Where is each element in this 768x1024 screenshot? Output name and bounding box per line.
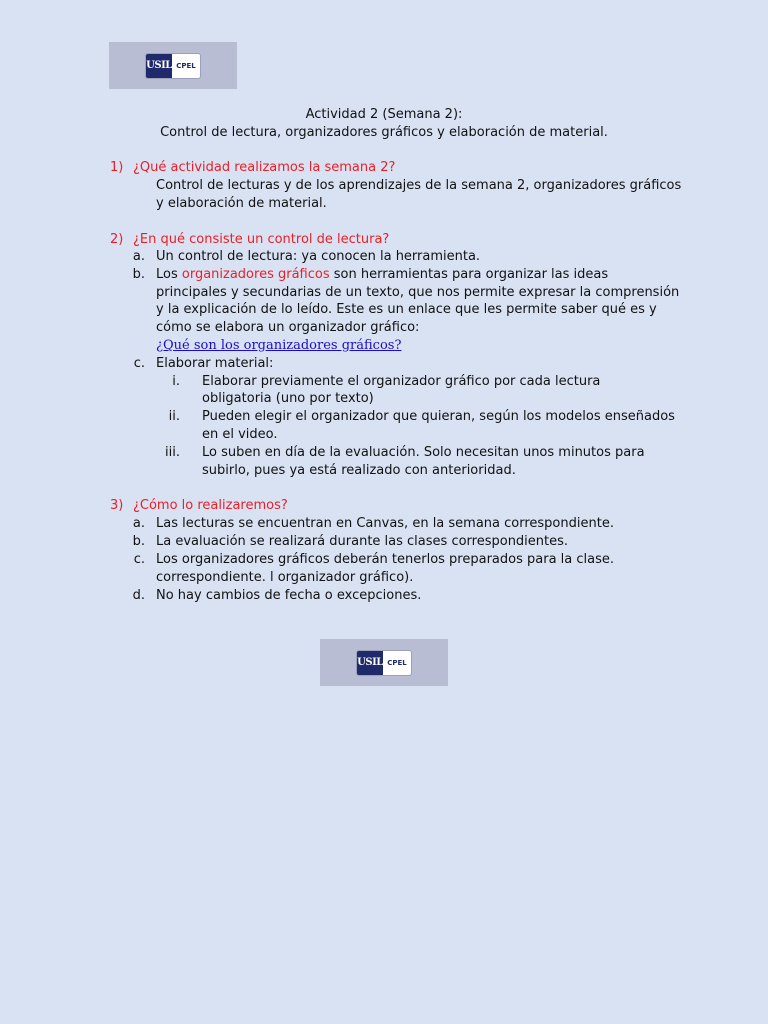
- q2-b-line1: [156, 266, 608, 284]
- q3-a-text: Las lecturas se encuentran en Canvas, en la semana correspondiente.: [156, 516, 614, 531]
- q2-number: 2): [110, 232, 124, 247]
- q2-c-i-line1: Elaborar previamente el organizador gráfico por cada lectura: [202, 374, 601, 389]
- q1-number: 1): [110, 160, 124, 175]
- q2-c-ii-line1: Pueden elegir el organizador que quieran, según los modelos enseñados: [202, 409, 675, 424]
- q3-b-text: La evaluación se realizará durante las clases correspondientes.: [156, 534, 569, 549]
- q3-number: 3): [110, 498, 124, 513]
- q1-answer-line2: y elaboración de material.: [156, 196, 327, 211]
- q1-question: ¿Qué actividad realizamos la semana 2?: [133, 160, 396, 175]
- q2-question: ¿En qué consiste un control de lectura?: [133, 232, 390, 247]
- q2-b-marker: b.: [132, 267, 145, 282]
- q2-c-iii-line1: Lo suben en día de la evaluación. Solo necesitan unos minutos para: [202, 445, 645, 460]
- q2-b-line3: y la explicación de lo leído. Este es un enlace que les permite saber qué es y: [156, 302, 657, 317]
- q3-d-text: No hay cambios de fecha o excepciones.: [156, 588, 422, 603]
- q2-b-pre: Los: [156, 267, 182, 282]
- q3-b-marker: b.: [132, 534, 145, 549]
- q2-c-text: Elaborar material:: [156, 356, 274, 371]
- q3-a-marker: a.: [132, 516, 145, 531]
- q2-c-marker: c.: [133, 356, 145, 371]
- q2-c-iii-line2: subirlo, pues ya está realizado con anterioridad.: [202, 463, 516, 478]
- organizadores-graficos-link[interactable]: ¿Qué son los organizadores gráficos?: [156, 338, 402, 353]
- q2-c-i-marker: i.: [172, 374, 180, 389]
- q3-c-line1: Los organizadores gráficos deberán tenerlos preparados para la clase.: [156, 552, 615, 567]
- usil-cpel-logo: [146, 54, 200, 78]
- q3-c-line2: correspondiente. l organizador gráfico).: [156, 570, 414, 585]
- usil-cpel-logo-footer: [357, 651, 411, 675]
- q2-b-highlight: organizadores gráficos: [181, 267, 330, 282]
- logo-text-footer: CPEL: [383, 651, 411, 675]
- q3-question: ¿Cómo lo realizaremos?: [133, 498, 288, 513]
- q2-b-line2: principales y secundarias de un texto, que nos permite expresar la comprensión: [156, 285, 680, 300]
- q2-b-line4: cómo se elabora un organizador gráfico:: [156, 320, 420, 335]
- header-logo-banner: [109, 42, 237, 89]
- logo-text: CPEL: [172, 54, 200, 78]
- q2-c-iii-marker: iii.: [165, 445, 180, 460]
- q2-c-ii-line2: en el video.: [202, 427, 278, 442]
- q3-d-marker: d.: [132, 588, 145, 603]
- q2-c-i-line2: obligatoria (uno por texto): [202, 391, 374, 406]
- logo-mark: USIL: [146, 54, 172, 78]
- document-title: Actividad 2 (Semana 2):: [305, 107, 463, 122]
- q2-b-post: son herramientas para organizar las ideas: [329, 267, 609, 282]
- q3-c-marker: c.: [133, 552, 145, 567]
- q2-c-ii-marker: ii.: [168, 409, 180, 424]
- q1-answer-line1: Control de lecturas y de los aprendizajes de la semana 2, organizadores gráficos: [156, 178, 682, 193]
- q2-a-text: Un control de lectura: ya conocen la herramienta.: [156, 249, 481, 264]
- document-subtitle: Control de lectura, organizadores gráficos y elaboración de material.: [160, 125, 608, 140]
- q2-a-marker: a.: [132, 249, 145, 264]
- logo-mark-footer: USIL: [357, 651, 383, 675]
- footer-logo-banner: [320, 639, 448, 686]
